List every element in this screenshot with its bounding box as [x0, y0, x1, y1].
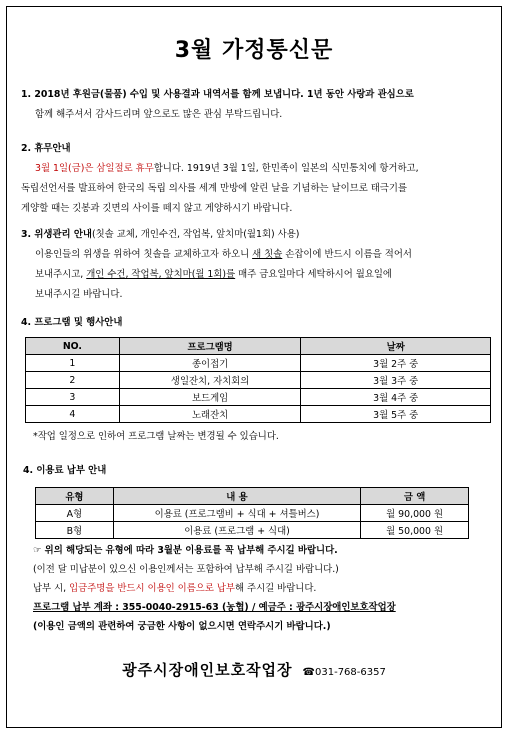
hygiene-text-d: 매주 금요일마다 세탁하시어 월요일에 — [235, 269, 392, 280]
fee-note-3-red: 입금주명을 반드시 이용인 이름으로 납부 — [69, 583, 235, 594]
cell: 3월 4주 중 — [301, 389, 491, 406]
holiday-heading: 2. 휴무안내 — [21, 143, 71, 154]
section-holiday — [21, 139, 491, 219]
hygiene-text-b: 손잡이에 반드시 이름을 적어서 — [282, 249, 412, 260]
document-page — [6, 6, 502, 728]
fee-notes — [33, 541, 491, 636]
phone-number: ☎031-768-6357 — [302, 667, 386, 678]
cell: 이용료 (프로그램 + 식대) — [113, 522, 360, 539]
cell: 이용료 (프로그램비 + 식대 + 셔틀버스) — [113, 505, 360, 522]
fee-note-3b: 해 주시길 바랍니다. — [235, 583, 317, 594]
cell: 3월 3주 중 — [301, 372, 491, 389]
cell: 월 90,000 원 — [361, 505, 469, 522]
program-note: *작업 일정으로 인하여 프로그램 날짜는 변경될 수 있습니다. — [33, 431, 279, 442]
cell: 노래잔치 — [119, 406, 301, 423]
footer — [7, 659, 501, 680]
table-row — [26, 389, 491, 406]
cell: 4 — [26, 406, 120, 423]
cell: B형 — [36, 522, 114, 539]
fee-header-row — [36, 488, 469, 505]
hygiene-line-3: 보내주시길 바랍니다. — [35, 289, 123, 300]
program-heading: 4. 프로그램 및 행사안내 — [21, 317, 123, 328]
cell: 3월 5주 중 — [301, 406, 491, 423]
hygiene-text-a: 이용인들의 위생을 위하여 칫솔을 교체하고자 하오니 — [35, 249, 253, 260]
fee-col-type: 유형 — [36, 488, 114, 505]
hygiene-toothbrush: 새 칫솔 — [252, 249, 283, 260]
hygiene-items: 개인 수건, 작업복, 앞치마(월 1회)를 — [86, 269, 236, 280]
fee-heading: 4. 이용료 납부 안내 — [23, 465, 107, 476]
cell: 보드게임 — [119, 389, 301, 406]
holiday-date: 3월 1일(금)은 삼일절로 휴무 — [35, 163, 154, 174]
program-table — [25, 337, 491, 423]
table-row — [26, 355, 491, 372]
table-row — [26, 406, 491, 423]
section-program — [21, 313, 491, 333]
hygiene-line-1 — [21, 245, 491, 265]
fee-note-2: (이전 달 미납분이 있으신 이용인께서는 포함하여 납부해 주시길 바랍니다.) — [33, 564, 339, 575]
fee-note-5: (이용인 금액의 관련하여 궁금한 사항이 없으시면 연락주시기 바랍니다.) — [33, 621, 331, 632]
cell: 월 50,000 원 — [361, 522, 469, 539]
hygiene-heading-bold: 3. 위생관리 안내 — [21, 229, 92, 240]
program-header-row — [26, 338, 491, 355]
holiday-line-1 — [21, 159, 491, 179]
cell: A형 — [36, 505, 114, 522]
hygiene-text-c: 보내주시고, — [35, 269, 87, 280]
section-fee — [23, 461, 491, 481]
fee-note-3a: 납부 시, — [33, 583, 70, 594]
cell: 생일잔치, 자치회의 — [119, 372, 301, 389]
cell: 3월 2주 중 — [301, 355, 491, 372]
table-row — [36, 505, 469, 522]
table-row — [26, 372, 491, 389]
holiday-line-2: 독립선언서를 발표하여 한국의 독립 의사를 세계 만방에 알린 날을 기념하는 날이므로 태극기를 — [21, 183, 407, 194]
fee-col-content: 내 용 — [113, 488, 360, 505]
fee-table — [35, 487, 469, 539]
cell: 1 — [26, 355, 120, 372]
hygiene-heading — [21, 225, 491, 245]
section-hygiene — [21, 225, 491, 305]
fee-note-1: ☞ 위의 해당되는 유형에 따라 3월분 이용료를 꼭 납부해 주시길 바랍니다. — [33, 545, 338, 556]
holiday-desc: 합니다. 1919년 3월 1일, 한민족이 일본의 식민통치에 항거하고, — [153, 163, 419, 174]
hygiene-line-2 — [21, 265, 491, 285]
table-row — [36, 522, 469, 539]
cell: 종이접기 — [119, 355, 301, 372]
program-col-no: NO. — [26, 338, 120, 355]
hygiene-heading-rest: (칫솔 교체, 개인수건, 작업복, 앞치마(월1회) 사용) — [91, 229, 300, 240]
donation-line-1: 1. 2018년 후원금(물품) 수입 및 사용결과 내역서를 함께 보냅니다. 1년 동안 사랑과 관심으로 — [21, 89, 414, 100]
section-donation — [21, 85, 491, 125]
bank-account: 프로그램 납부 계좌 : 355-0040-2915-63 (농협) / 예금주 : 광주시장애인보호작업장 — [33, 602, 396, 613]
fee-note-3 — [33, 579, 491, 598]
donation-line-2: 함께 해주셔서 감사드리며 앞으로도 많은 관심 부탁드립니다. — [35, 109, 283, 120]
organization-name: 광주시장애인보호작업장 — [122, 661, 293, 679]
fee-col-amount: 금 액 — [361, 488, 469, 505]
cell: 3 — [26, 389, 120, 406]
cell: 2 — [26, 372, 120, 389]
program-col-date: 날짜 — [301, 338, 491, 355]
page-title: 3월 가정통신문 — [174, 38, 334, 63]
program-col-name: 프로그램명 — [119, 338, 301, 355]
holiday-line-3: 게양할 때는 깃봉과 깃면의 사이를 떼지 않고 게양하시기 바랍니다. — [21, 203, 293, 214]
